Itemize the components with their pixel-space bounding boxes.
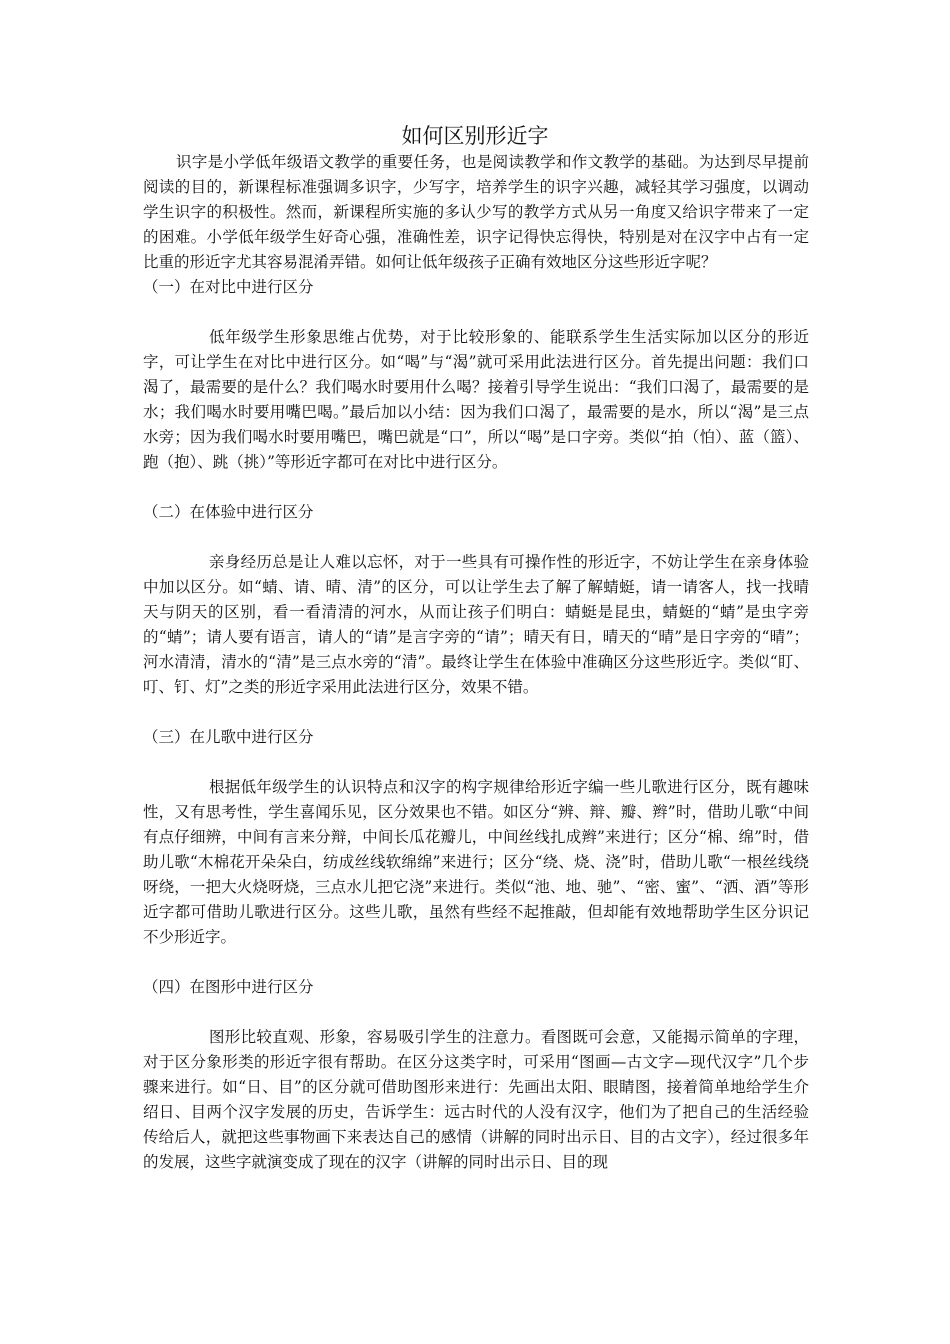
document-body (143, 150, 809, 1175)
section-heading-4: （四）在图形中进行区分 (143, 978, 314, 996)
spacer (143, 300, 809, 325)
section-paragraph-3: 根据低年级学生的认识特点和汉字的构字规律给形近字编一些儿歌进行区分，既有趣味性，又有思考性，学生喜闻乐见，区分效果也不错。如区分“辨、辩、瓣、辫”时，借助儿歌“中间有点仔细辨，中间有言来分辩，中间长瓜花瓣儿，中间丝线扎成辫”来进行；区分“棉、绵”时，借助儿歌“木棉花开朵朵白，纺成丝线软绵绵”来进行；区分“绕、烧、浇”时，借助儿歌“一根丝线绕呀绕，一把大火烧呀烧，三点水儿把它浇”来进行。类似“池、地、驰”、“密、蜜”、“洒、酒”等形近字都可借助儿歌进行区分。这些儿歌，虽然有些经不起推敲，但却能有效地帮助学生区分识记不少形近字。 (143, 778, 809, 946)
section-heading-2: （二）在体验中进行区分 (143, 503, 314, 521)
spacer (143, 525, 809, 550)
document-title: 如何区别形近字 (401, 124, 549, 148)
intro-paragraph: 识字是小学低年级语文教学的重要任务，也是阅读教学和作文教学的基础。为达到尽早提前阅读的目的，新课程标准强调多识字，少写字，培养学生的识字兴趣，减轻其学习强度，以调动学生识字的积极性。然而，新课程所实施的多认少写的教学方式从另一角度又给识字带来了一定的困难。小学低年级学生好奇心强，准确性差，识字记得快忘得快，特别是对在汉字中占有一定比重的形近字尤其容易混淆弄错。如何让低年级孩子正确有效地区分这些形近字呢？ (143, 153, 809, 271)
section-heading-3: （三）在儿歌中进行区分 (143, 728, 314, 746)
section-heading-1: （一）在对比中进行区分 (143, 278, 314, 296)
section-paragraph-1: 低年级学生形象思维占优势，对于比较形象的、能联系学生生活实际加以区分的形近字，可让学生在对比中进行区分。如“喝”与“渴”就可采用此法进行区分。首先提出问题：我们口渴了，最需要的是什么？我们喝水时要用什么喝？接着引导学生说出：“我们口渴了，最需要的是水；我们喝水时要用嘴巴喝。”最后加以小结：因为我们口渴了，最需要的是水，所以“渴”是三点水旁；因为我们喝水时要用嘴巴，嘴巴就是“口”，所以“喝”是口字旁。类似“拍（怕）、蓝（篮）、跑（抱）、跳（挑）”等形近字都可在对比中进行区分。 (143, 328, 809, 471)
spacer (143, 1000, 809, 1025)
spacer (143, 475, 809, 500)
section-paragraph-2: 亲身经历总是让人难以忘怀，对于一些具有可操作性的形近字，不妨让学生在亲身体验中加以区分。如“蜻、请、晴、清”的区分，可以让学生去了解了解蜻蜓，请一请客人，找一找晴天与阴天的区别，看一看清清的河水，从而让孩子们明白：蜻蜓是昆虫，蜻蜓的“蜻”是虫字旁的“蜻”；请人要有语言，请人的“请”是言字旁的“请”；晴天有日，晴天的“晴”是日字旁的“晴”；河水清清，清水的“清”是三点水旁的“清”。最终让学生在体验中准确区分这些形近字。类似“盯、叮、钉、灯”之类的形近字采用此法进行区分，效果不错。 (143, 553, 809, 696)
spacer (143, 750, 809, 775)
spacer (143, 950, 809, 975)
spacer (143, 700, 809, 725)
section-paragraph-4: 图形比较直观、形象，容易吸引学生的注意力。看图既可会意，又能揭示简单的字理，对于区分象形类的形近字很有帮助。在区分这类字时，可采用“图画—古文字—现代汉字”几个步骤来进行。如“日、目”的区分就可借助图形来进行：先画出太阳、眼睛图，接着简单地给学生介绍日、目两个汉字发展的历史，告诉学生：远古时代的人没有汉字，他们为了把自己的生活经验传给后人，就把这些事物画下来表达自己的感情（讲解的同时出示日、目的古文字），经过很多年的发展，这些字就演变成了现在的汉字（讲解的同时出示日、目的现 (143, 1028, 809, 1171)
